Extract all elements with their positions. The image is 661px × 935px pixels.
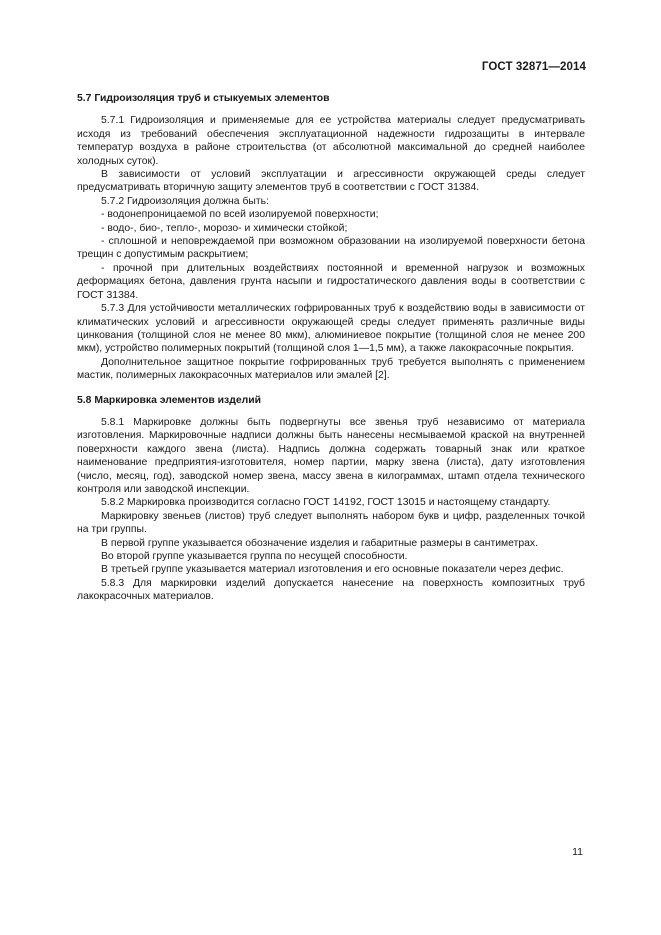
paragraph-5-7-1: 5.7.1 Гидроизоляция и применяемые для ее устройства материалы следует предусматривать исходя из требований обеспечения эксплуатационной надежности гидрозащиты в интервале температур воздуха в районе строительства (от абсолютной максимальной до средней наиболее холодных суток). [77, 115, 585, 167]
document-body [77, 92, 585, 604]
paragraph-5-8-3: 5.8.3 Для маркировки изделий допускается нанесение на поверхность композитных труб лакокрасочных материалов. [77, 577, 585, 603]
paragraph-5-7-3: 5.7.3 Для устойчивости металлических гофрированных труб к воздействию воды в зависимости от климатических условий и агрессивности окружающей среды следует применять различные виды цинкования (толщиной слоя не менее 80 мкм), алюминиевое покрытие (толщиной слоя не менее 200 мкм), устройство полимерных покрытий (толщиной слоя 1—1,5 мм), а также лакокрасочные покрытия. [77, 303, 585, 355]
paragraph-5-7-2: 5.7.2 Гидроизоляция должна быть: [101, 195, 269, 207]
section-title-5-8: 5.8 Маркировка элементов изделий [77, 394, 261, 406]
paragraph-5-8-1: 5.8.1 Маркировке должны быть подвергнуты все звенья труб независимо от материала изготовления. Маркировочные надписи должны быть нанесены несмываемой краской на внутренней поверхности каждого звена (листа). Надпись должна содержать товарный знак или краткое наименование предприятия-изготовителя, номер партии, марку звена (листа), дату изготовления (число, месяц, год), заводской номер звена, массу звена в килограммах, штамп отдела технического контроля или заводской инспекции. [77, 416, 585, 495]
list-item: - водо-, био-, тепло-, морозо- и химически стойкой; [101, 222, 348, 234]
list-item: - прочной при длительных воздействиях постоянной и временной нагрузок и возможных деформациях бетона, давления грунта насыпи и гидростатического давления воды в соответствии с ГОСТ 31384. [77, 262, 585, 301]
page-number: 11 [572, 846, 583, 858]
paragraph-third-group: В третьей группе указывается материал изготовления и его основные показатели через дефис. [101, 564, 564, 576]
list-item: - водонепроницаемой по всей изолируемой поверхности; [101, 209, 379, 221]
list-item: - сплошной и неповреждаемой при возможном образовании на изолируемой поверхности бетона трещин с допустимым раскрытием; [77, 236, 585, 261]
paragraph-additional-coating: Дополнительное защитное покрытие гофрированных труб требуется выполнять с применением мастик, полимерных лакокрасочных материалов или эмалей [2]. [77, 356, 585, 382]
paragraph-marking-groups: Маркировку звеньев (листов) труб следует выполнять набором букв и цифр, разделенных точкой на три группы. [77, 510, 585, 536]
document-standard-id: ГОСТ 32871—2014 [481, 61, 586, 73]
paragraph-second-group: Во второй группе указывается группа по несущей способности. [101, 551, 408, 562]
paragraph-secondary-protection: В зависимости от условий эксплуатации и агрессивности окружающей среды следует предусматривать вторичную защиту элементов труб в соответствии с ГОСТ 31384. [77, 169, 585, 194]
section-title-5-7: 5.7 Гидроизоляция труб и стыкуемых элементов [77, 93, 330, 104]
paragraph-first-group: В первой группе указывается обозначение изделия и габаритные размеры в сантиметрах. [101, 537, 538, 549]
paragraph-5-8-2: 5.8.2 Маркировка производится согласно ГОСТ 14192, ГОСТ 13015 и настоящему стандарту. [101, 497, 551, 509]
